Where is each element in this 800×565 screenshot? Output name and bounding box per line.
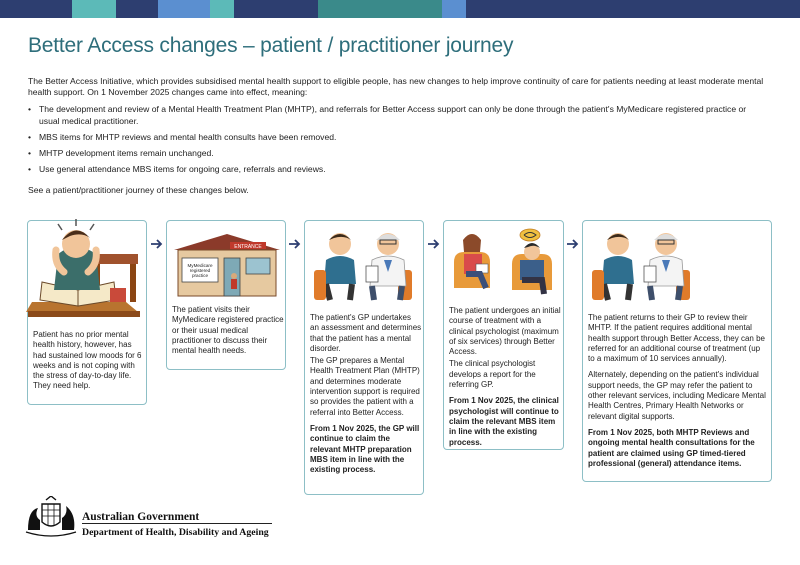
step-3-text [310,313,422,481]
change-bullet: • MHTP development items remain unchanged. [28,148,768,159]
step-text-paragraph: The GP prepares a Mental Health Treatment Plan (MHTP) and determines moderate intervention support is required so provides the patient with a referral into Better Access. [310,356,420,417]
step-text-paragraph: The patient undergoes an initial course of treatment with a clinical psychologist (maximum of six services) through Better Access. [449,306,561,357]
change-bullet: • The development and review of a Mental Health Treatment Plan (MHTP), and referrals for Better Access support can only be done through the patient's MyMedicare registered practice or usual medical practitioner. [28,104,768,126]
arrow-right-icon [289,236,301,246]
top-color-band [0,0,800,18]
intro-paragraph: The Better Access Initiative, which provides subsidised mental health support to eligible people, has new changes to help improve continuity of care for patients needing at least moderate mental health support. On 1 November 2025 changes came into effect, meaning: [28,76,764,98]
step-text-paragraph: The patient's GP undertakes an assessment and determines that the patient has a mental disorder. [310,313,422,353]
arrow-right-icon [428,236,440,246]
change-bullet: • MBS items for MHTP reviews and mental health consults have been removed. [28,132,768,143]
department-name: Department of Health, Disability and Ageing [82,527,269,538]
gp-consult-illustration [310,226,420,304]
clinic-illustration [172,234,282,298]
step-4-text [449,306,562,454]
clinic-banner-text: ENTRANCE [234,244,262,250]
step-bold-note: From 1 Nov 2025, the clinical psychologist will continue to claim the relevant MBS item in line with the existing process. [449,396,559,447]
government-name: Australian Government [82,511,200,523]
step-text-paragraph: The clinical psychologist develops a report for the referring GP. [449,359,536,390]
arrow-right-icon [151,236,163,246]
step-5-text [588,313,768,475]
arrow-right-icon [567,236,579,246]
step-text-paragraph: The patient returns to their GP to review their MHTP. If the patient requires additional mental health support through Better Access, they can be referred for an additional course of treatment (up to a maximum of 10 services annually). [588,313,765,364]
step-text-paragraph: The patient visits their MyMedicare registered practice or their usual medical practitioner to discuss their mental health needs. [172,305,284,356]
psychologist-session-illustration [450,228,558,300]
see-below-text: See a patient/practitioner journey of these changes below. [28,185,249,195]
gp-review-illustration [588,226,698,304]
change-bullet: • Use general attendance MBS items for ongoing care, referrals and reviews. [28,164,768,175]
stressed-patient-illustration [18,214,148,326]
footer-divider [82,523,272,524]
step-bold-note: From 1 Nov 2025, the GP will continue to claim the relevant MHTP preparation MBS item in line with the existing process. [310,423,420,475]
coat-of-arms-logo [22,496,80,538]
step-1-text [33,330,143,398]
step-text-paragraph: Alternately, depending on the patient's individual support needs, the GP may refer the patient to other relevant services, including Medicare Mental Health Centres, Primary Health Networks or relevant digital supports. [588,370,766,421]
step-text-paragraph: Patient has no prior mental health history, however, has had sustained low moods for 6 weeks and is not coping with the stress of day-to-day life. They need help. [33,330,142,391]
intro-section [28,76,768,180]
step-bold-note: From 1 Nov 2025, both MHTP Reviews and ongoing mental health consultations for the patient are claimed using GP timed-tiered professional (general) attendance items. [588,427,755,468]
clinic-sign-text: MyMedicare registered practice [187,263,213,278]
change-bullet-list [28,104,768,175]
step-2-text [172,305,284,362]
page-title: Better Access changes – patient / practitioner journey [28,34,514,57]
